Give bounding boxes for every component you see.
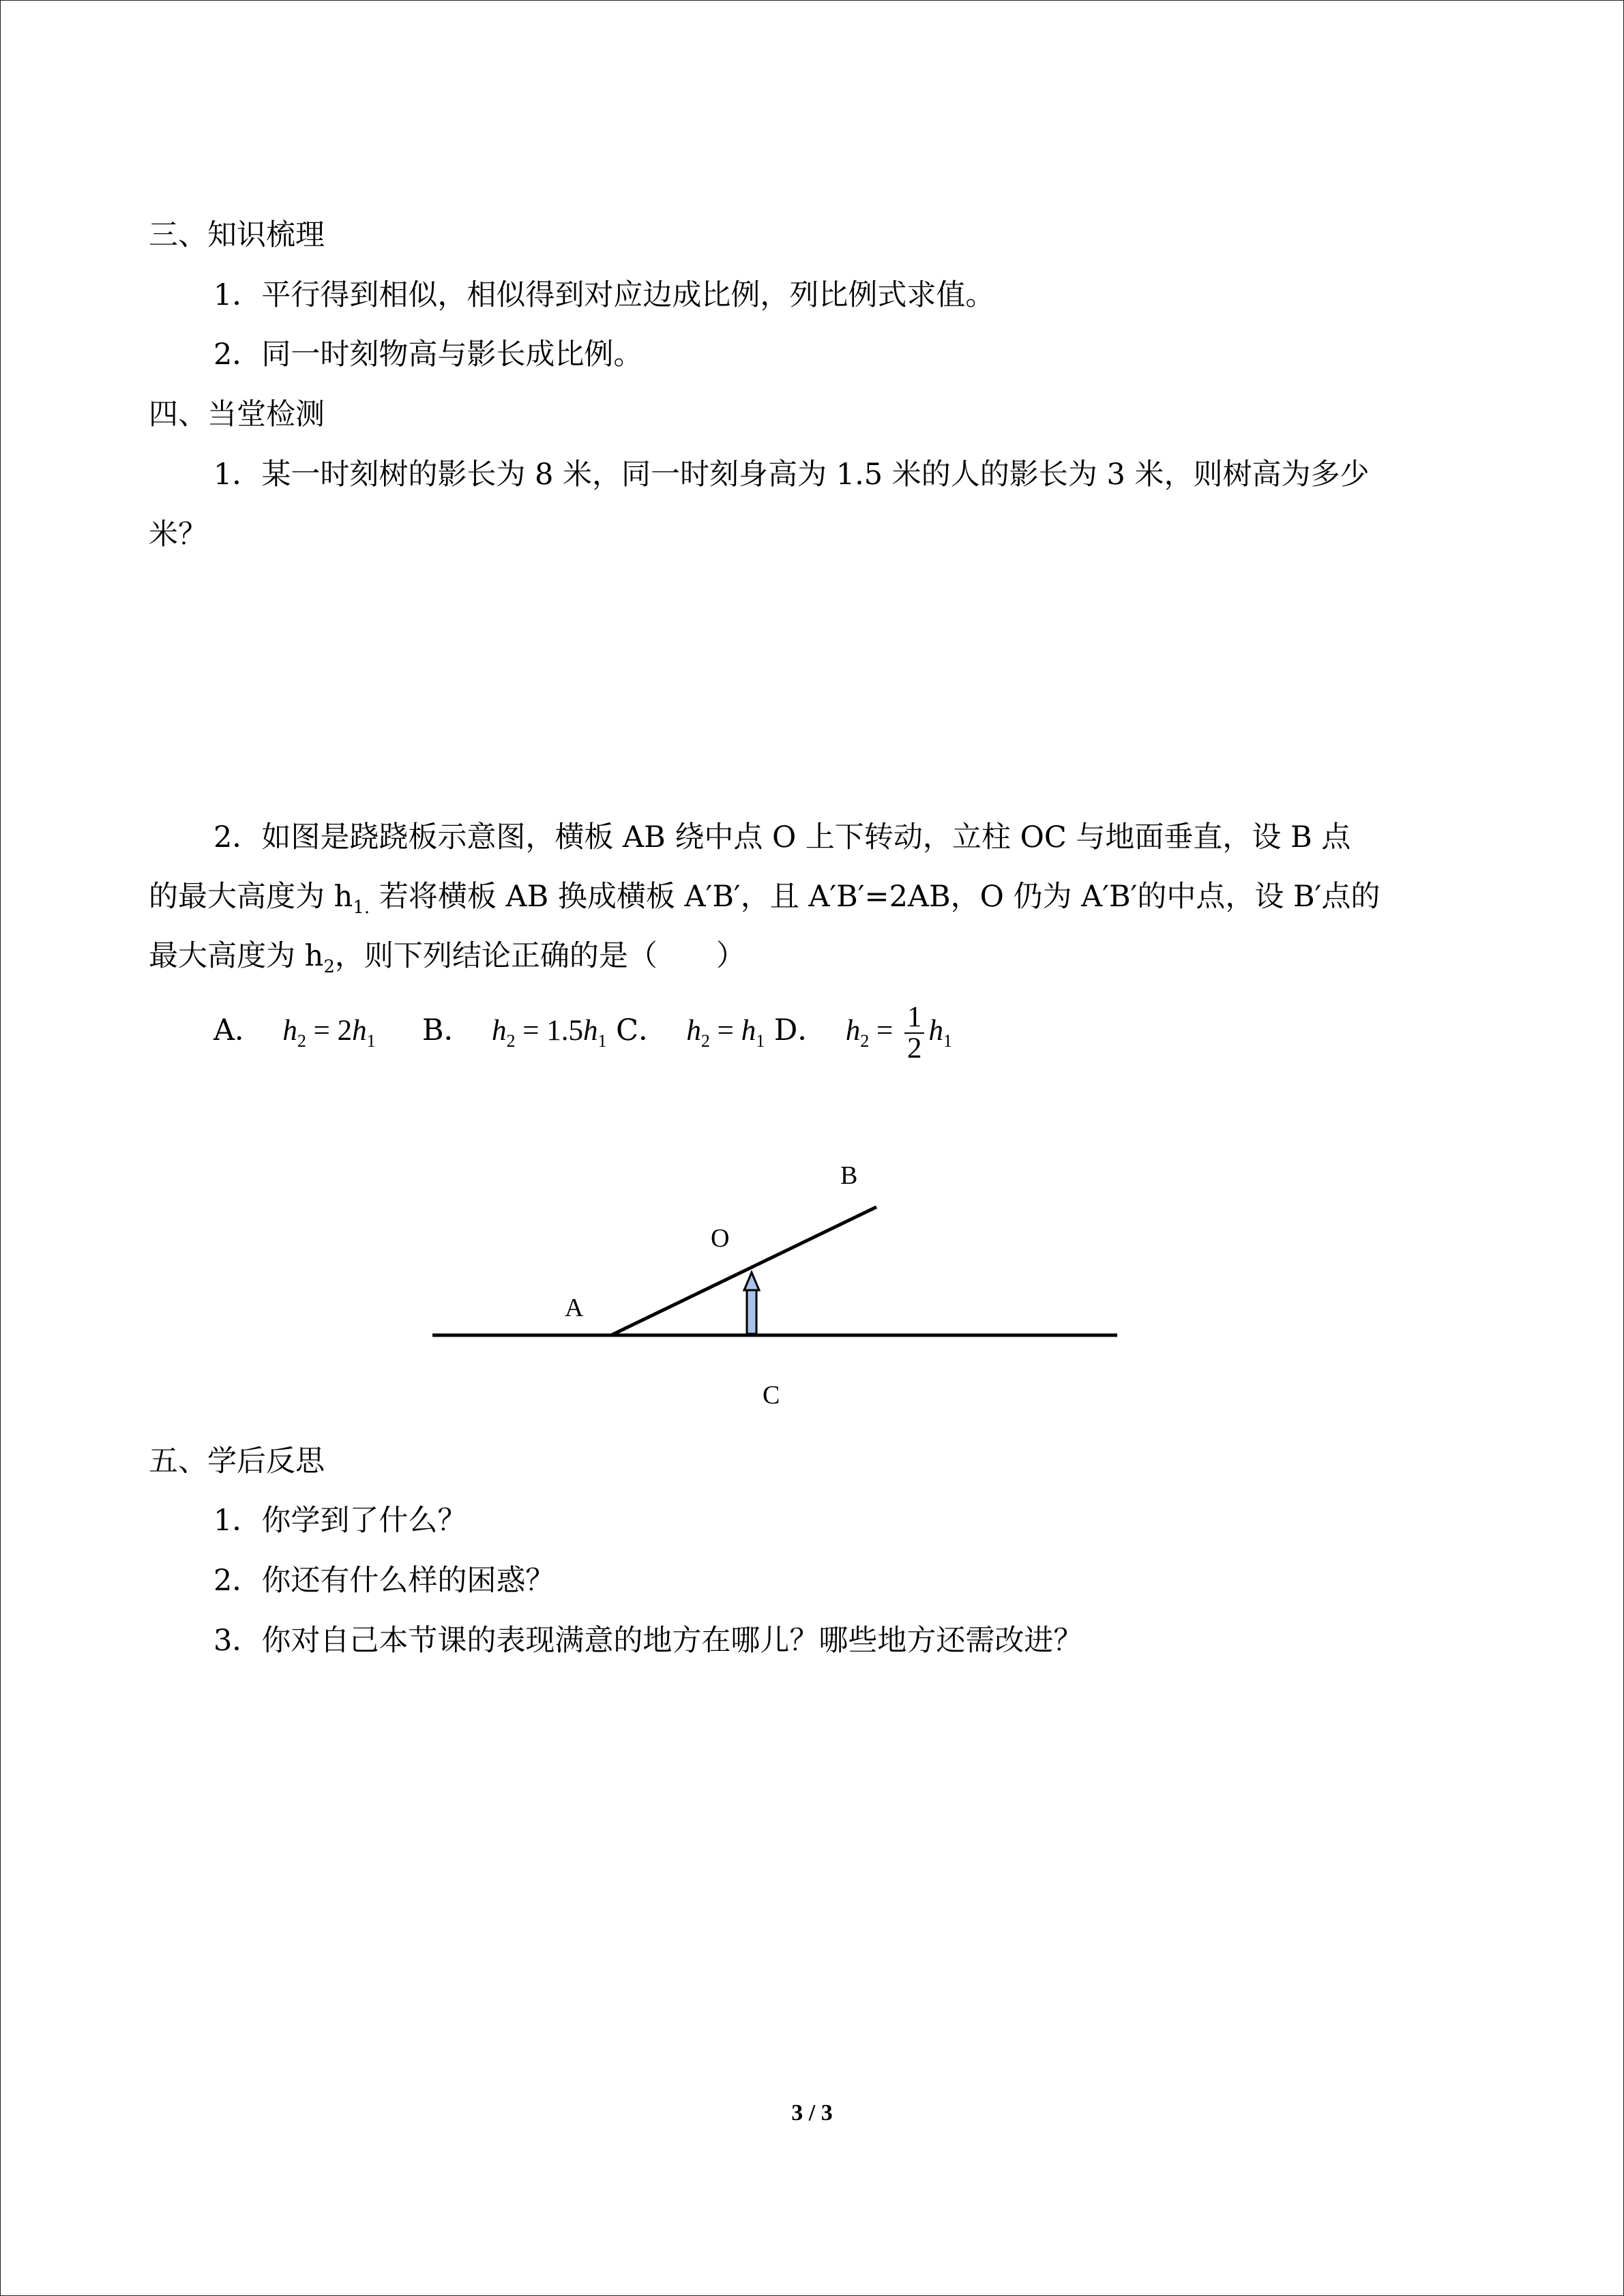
question-2-line-1: 2．如图是跷跷板示意图，横板 AB 绕中点 O 上下转动，立柱 OC 与地面垂直，设 B 点 (213, 820, 1351, 854)
board-ab (611, 1207, 876, 1335)
option-c: C． $h_2 = h_1$ (616, 1013, 765, 1051)
fraction-one-half: $\frac{1}{2}$ (904, 1002, 925, 1064)
question-1-line-1: 1．某一时刻树的影长为 8 米，同一时刻身高为 1.5 米的人的影长为 3 米，则树高为多少 (213, 458, 1370, 492)
option-b: B． $h_2 = 1.5h_1$ (422, 1013, 607, 1051)
label-a: A (565, 1294, 584, 1322)
section-heading-reflection: 五、学后反思 (149, 1444, 325, 1478)
option-d: D． $h_2$ = $\frac{1}{2}$ $h_1$ (773, 1001, 952, 1064)
label-c: C (763, 1381, 780, 1410)
label-b: B (840, 1161, 858, 1190)
question-2-line-3: 最大高度为 $h_2$，则下列结论正确的是（ ） (149, 939, 745, 977)
page-number: 3 / 3 (791, 2100, 833, 2126)
section-heading-test: 四、当堂检测 (149, 398, 325, 432)
option-a: A． $h_2 = 2h_1$ (213, 1013, 376, 1051)
knowledge-item-2: 2．同一时刻物高与影长成比例。 (213, 338, 643, 372)
pillar-oc (744, 1272, 759, 1334)
label-o: O (711, 1224, 730, 1253)
knowledge-item-1: 1．平行得到相似，相似得到对应边成比例，列比例式求值。 (213, 278, 995, 312)
question-2-line-2: 的最大高度为 $h_{1.}$ 若将横板 AB 换成横板 A′B′，且 A′B′=2AB，O 仍为 A′B′的中点，设 B′点的 (149, 880, 1381, 918)
reflection-item-2: 2．你还有什么样的困惑？ (213, 1564, 555, 1598)
question-1-line-2: 米？ (149, 518, 207, 552)
section-heading-knowledge: 三、知识梳理 (149, 218, 325, 252)
reflection-item-3: 3．你对自己本节课的表现满意的地方在哪儿？哪些地方还需改进？ (213, 1624, 1083, 1658)
reflection-item-1: 1．你学到了什么？ (213, 1504, 467, 1538)
